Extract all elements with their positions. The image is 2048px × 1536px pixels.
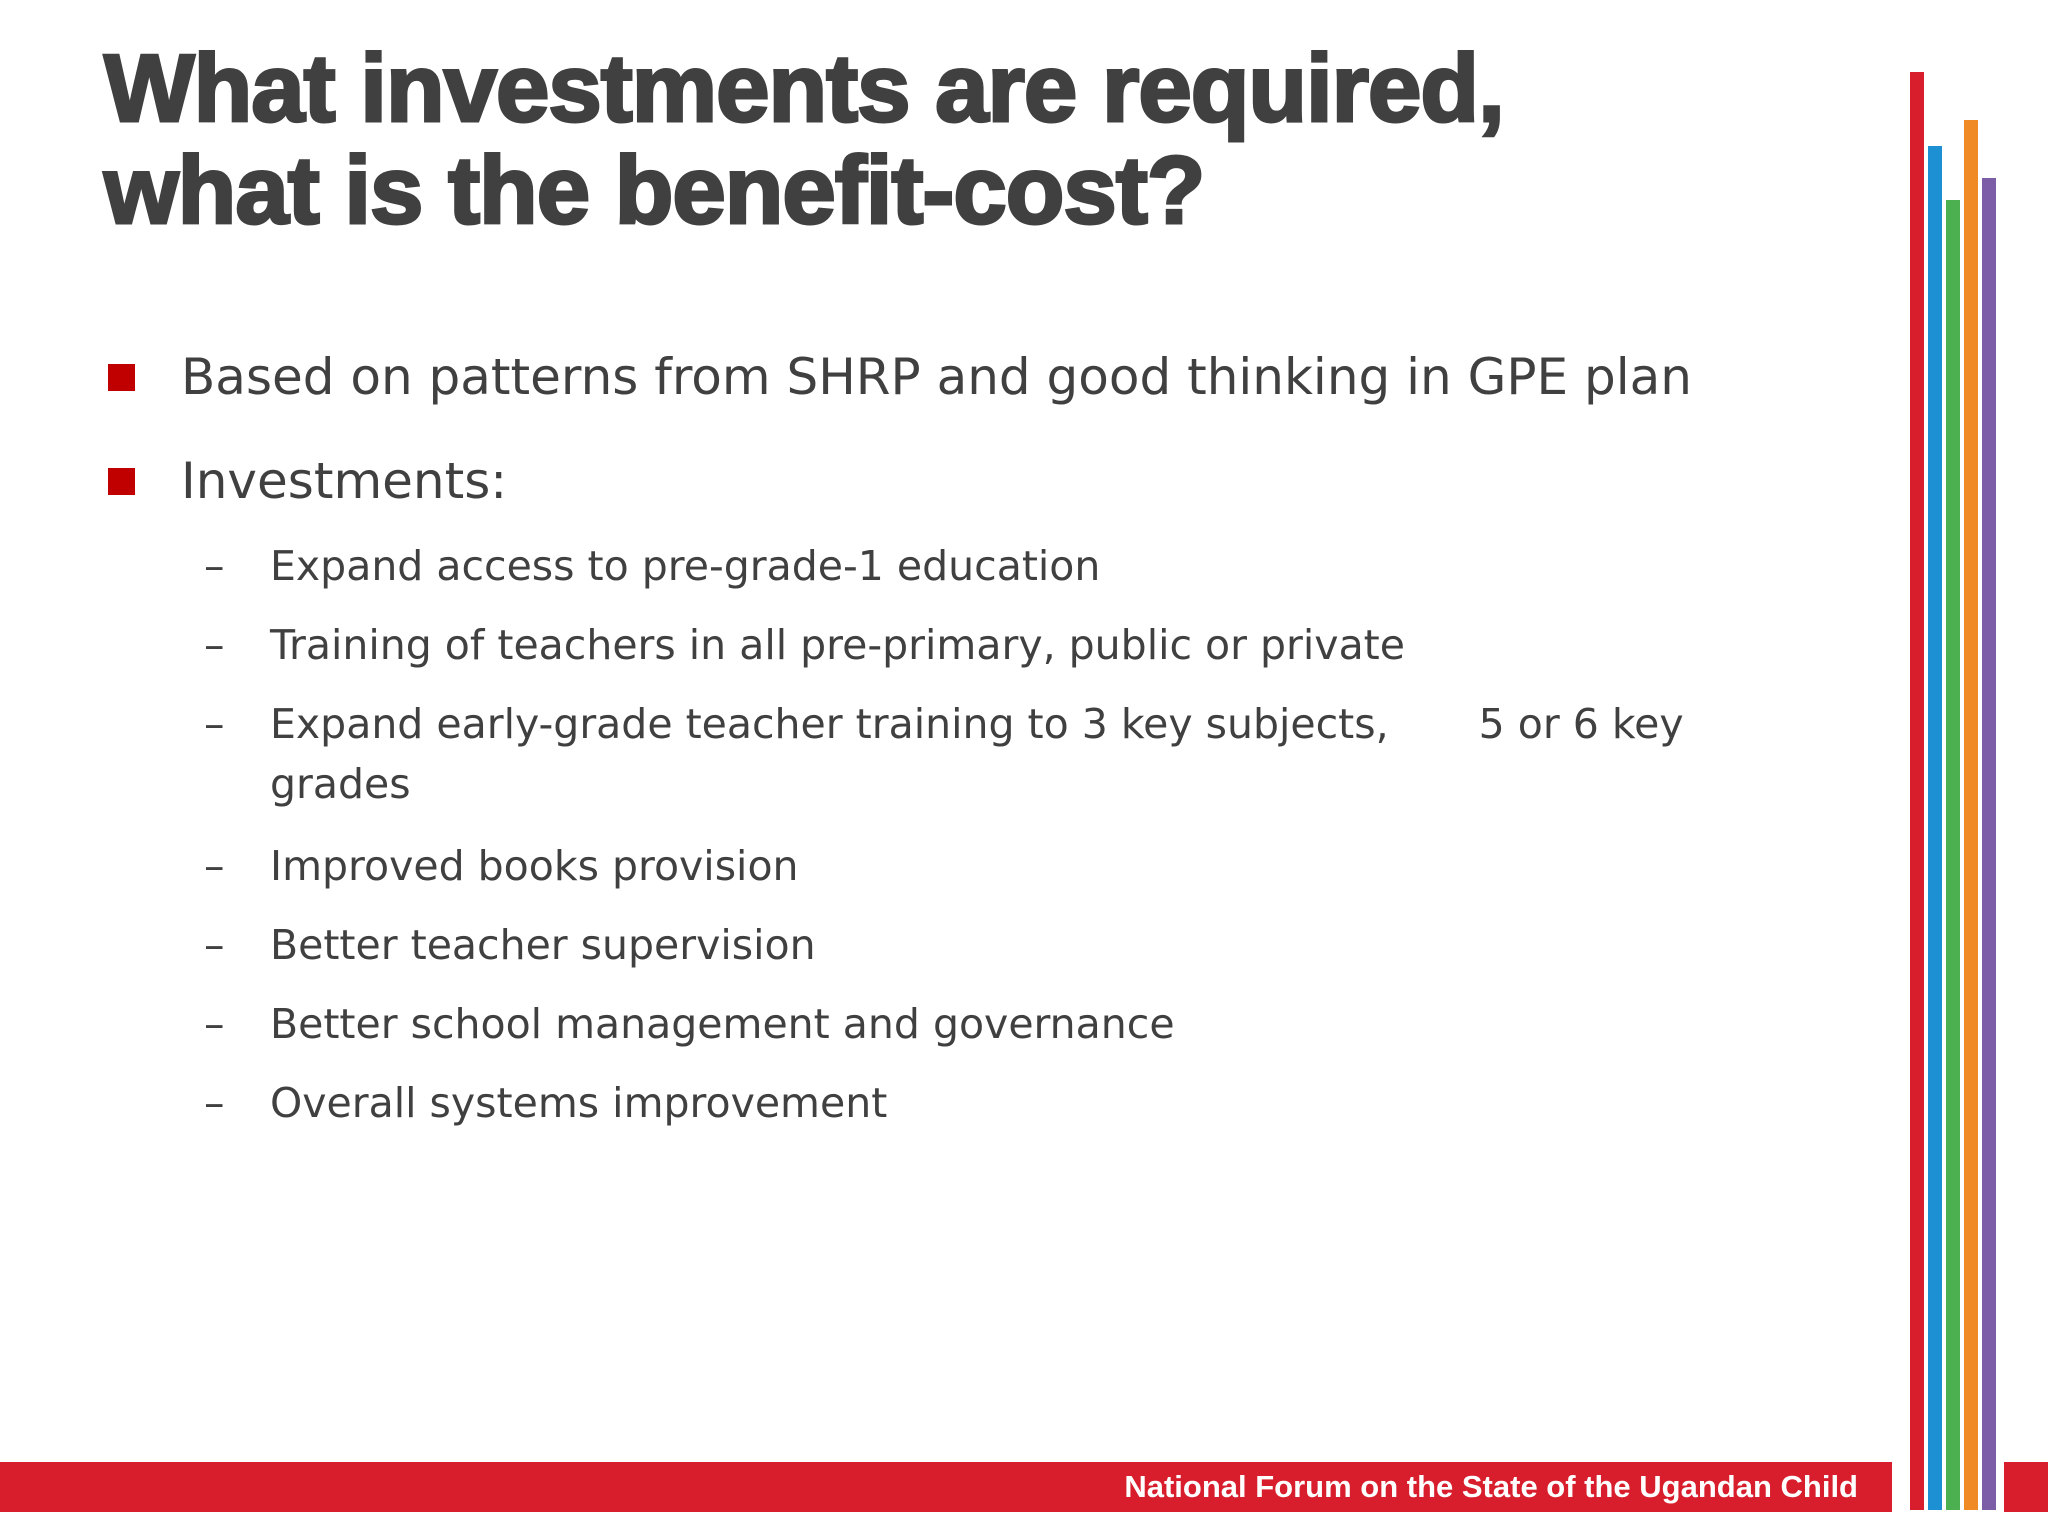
bullet-text: Based on patterns from SHRP and good thinking in GPE plan (181, 348, 1692, 406)
decorative-stripe-blue (1928, 146, 1942, 1510)
slide-title-line-1: What investments are required, (104, 35, 1504, 142)
decorative-stripe-orange (1964, 120, 1978, 1510)
dash-icon: – (204, 621, 225, 669)
dash-icon: – (204, 842, 225, 890)
dash-icon: – (204, 542, 225, 590)
decorative-stripe-green (1946, 200, 1960, 1510)
sub-item (204, 836, 1764, 896)
sub-item (204, 1073, 1764, 1133)
footer-bar-right (2004, 1462, 2048, 1512)
dash-icon: – (204, 1079, 225, 1127)
sub-item (204, 536, 1764, 596)
dash-icon: – (204, 1000, 225, 1048)
sub-item-text: Overall systems improvement (270, 1079, 888, 1127)
slide-title-line-2: what is the benefit-cost? (104, 137, 1205, 244)
decorative-stripe-red (1910, 72, 1924, 1510)
decorative-stripe-purple (1982, 178, 1996, 1510)
sub-item-text: Training of teachers in all pre-primary, public or private (270, 621, 1405, 669)
sub-item-text (270, 694, 1704, 814)
bullet-square-icon (108, 364, 135, 391)
sub-item (204, 994, 1764, 1054)
sub-item-text-part-1: Expand early-grade teacher training to 3 key subjects, (270, 700, 1389, 748)
footer-text: National Forum on the State of the Ugandan Child (1124, 1469, 1858, 1504)
bullet-text: Investments: (181, 452, 508, 510)
sub-item (204, 694, 1704, 814)
dash-icon: – (204, 921, 225, 969)
sub-item-text: Better school management and governance (270, 1000, 1175, 1048)
slide-title (104, 35, 1804, 244)
bullet-item (108, 348, 1692, 406)
bullet-item (108, 452, 507, 510)
sub-item (204, 915, 1764, 975)
bullet-square-icon (108, 468, 135, 495)
sub-item-text: Expand access to pre-grade-1 education (270, 542, 1101, 590)
sub-item-text: Better teacher supervision (270, 921, 816, 969)
sub-item-text: Improved books provision (270, 842, 799, 890)
sub-item (204, 615, 1764, 675)
dash-icon: – (204, 700, 225, 748)
sub-item-text-part-2: 5 or 6 key grades (270, 700, 1684, 808)
